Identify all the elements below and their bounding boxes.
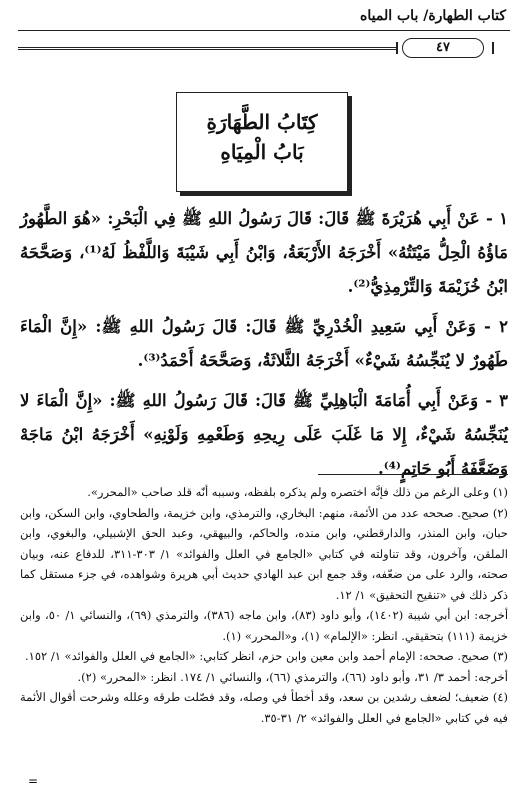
page-number: ٤٧: [402, 38, 484, 58]
footnote-separator: [318, 474, 508, 475]
page-number-tick-right: [492, 42, 494, 54]
footnote-2-takhrij: أخرجه: ابن أبي شيبة (١٤٠٢)، وأبو داود (٨٣)، وابن ماجه (٣٨٦)، والترمذي (٦٩)، والنسائي ١/ ٥٠، وابن خزيمة (١١١) بتحقيقي. انظر: «الإلمام» (١)، و«المحرر» (١).: [20, 608, 509, 643]
footnotes: [20, 482, 508, 728]
hadith-3: ٣ - وَعَنْ أَبِي أُمَامَةَ الْبَاهِلِيِّ ﷺ قَالَ: قَالَ رَسُولُ اللهِ ﷺ: «إِنَّ الْمَاءَ لا يُنَجِّسُهُ شَيْءٌ، إِلا مَا غَلَبَ عَلَى رِيحِهِ وَطَعْمِهِ وَلَوْنِهِ» أَخْرَجَهُ ابْنُ مَاجَهْ وَضَعَّفَهُ أَبُو حَاتِمٍ⁽⁴⁾.: [20, 391, 508, 478]
page-number-tick-left: [396, 42, 398, 54]
book-title: كِتَابُ الطَّهَارَةِ: [206, 110, 318, 134]
footnote-4: (٤) ضعيف؛ لضعف رشدين بن سعد، وقد أخطأ في وصله، وقد فصّلت طرقه وعلله وشرحت أقوال الأئمة فيه في كتابي «الجامع في العلل والفوائد» ٢/ ٣١-٣٥.: [20, 690, 508, 725]
hadith-1: ١ - عَنْ أَبِي هُرَيْرَةَ ﷺ قَالَ: قَالَ رَسُولُ اللهِ ﷺ فِي الْبَحْرِ: «هُوَ الطَّهُورُ مَاؤُهُ الْحِلُّ مَيْتَتُهُ» أَخْرَجَهُ الأَرْبَعَةُ، وَابْنُ أَبِي شَيْبَةَ وَاللَّفْظُ لَهُ⁽¹⁾، وَصَحَّحَهُ ابْنُ خُزَيْمَةَ وَالتِّرْمِذِيُّ⁽²⁾.: [20, 209, 508, 296]
footnote-3-takhrij: أخرجه: أحمد ٣/ ٣١، وأبو داود (٦٦)، والترمذي (٦٦)، والنسائي ١/ ١٧٤. انظر: «المحرر» (٢).: [77, 669, 508, 684]
page-number-row: [18, 38, 510, 58]
chapter-title: بَابُ الْمِيَاهِ: [220, 140, 304, 164]
footnote-1: (١) وعلى الرغم من ذلك فإنَّه اختصره ولم يذكره بلفظه، وسببه أنّه قلد صاحب «المحرر».: [87, 485, 508, 499]
continuation-mark: =: [28, 774, 39, 788]
footnote-2: (٢) صحيح. صححه عدد من الأئمة، منهم: البخاري، والترمذي، وابن خزيمة، والطحاوي، وابن السكن، وابن حبان، وابن المنذر، والدارقطني، وابن منده، والحاكم، والبيهقي، وعبد الحق الإشبيلي، والبغوي، وابن الملقن، وآخرون، وقد تناولته في كتابي «الجامع في العلل والفوائد» ١/ ٣٠٣-٣١١، للدفاع عنه، وبيان صحته، والرد على من ضعّفه، وقد جمع ابن عبد الهادي حديث أبي هريرة وشواهده، في جزء مستقل كما ذكر ذلك في «تنقيح التحقيق» ١/ ١٢.: [20, 505, 509, 602]
running-header: كتاب الطهارة/ باب المياه: [360, 8, 506, 24]
page-number-rule: [18, 47, 398, 50]
header-rule: [18, 30, 510, 31]
footnote-3: (٣) صحيح. صححه: الإمام أحمد وابن معين وابن حزم، انظر كتابي: «الجامع في العلل والفوائد» ١/ ١٥٢.: [24, 649, 508, 663]
hadith-text: [20, 202, 508, 492]
chapter-title-box: [176, 92, 348, 192]
hadith-2: ٢ - وَعَنْ أَبِي سَعِيدِ الْخُدْرِيِّ ﷺ قَالَ: قَالَ رَسُولُ اللهِ ﷺ: «إِنَّ الْمَاءَ طَهُورٌ لا يُنَجِّسُهُ شَيْءٌ» أَخْرَجَهُ الثَّلاثَةُ، وَصَحَّحَهُ أَحْمَدُ⁽³⁾.: [20, 317, 508, 370]
